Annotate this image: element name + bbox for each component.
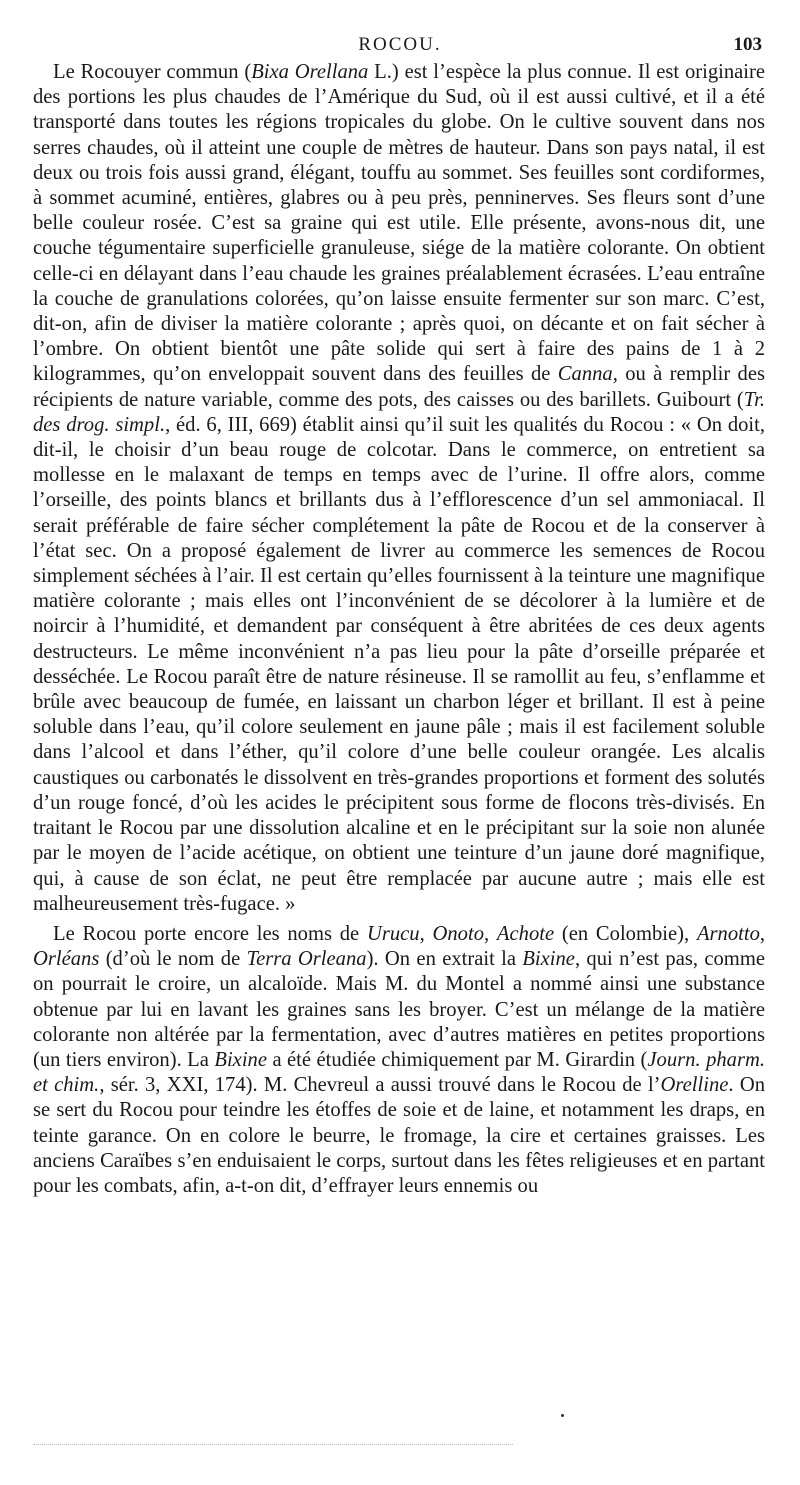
body-text [33,60,765,1199]
text-run: Le Rocouyer commun ( [53,61,252,83]
text-run: L.) est l’espèce la plus connue. Il est originaire des portions les plus chaudes de l’Amérique du Sud, où il est aussi cultivé, et il a été transporté dans toutes les régions tropicales du globe. On le cultive souvent dans nos serres chaudes, où il atteint une couple de mètres de hauteur. Dans son pays natal, il est deux ou trois fois aussi grand, élégant, touffu au sommet. Ses feuilles sont cordiformes, à sommet acuminé, entières, glabres ou à peu près, penninerves. Ses fleurs sont d’une belle couleur rosée. C’est sa graine qui est utile. Elle présente, avons-nous dit, une couche tégumentaire superficielle granuleuse, siége de la matière colorante. On obtient celle-ci en délayant dans l’eau chaude les graines préalablement écrasées. L’eau entraîne la couche de granulations colorées, qu’on laisse ensuite fermenter sur son marc. C’est, dit-on, afin de diviser la matière colorante ; après quoi, on décante et on fait sécher à l’ombre. On obtient bientôt une pâte solide qui sert à faire des pains de 1 à 2 kilogrammes, qu’on enveloppait souvent dans des feuilles de [33,61,766,386]
text-run: , ou à remplir des récipients de nature variable, comme des pots, des caisses ou des barillets. Guibourt ( [33,363,766,411]
italic-term: Terra Orleana [246,948,367,971]
running-title: ROCOU. [358,34,442,55]
italic-term: Canna [557,363,613,386]
italic-term: Bixa Orellana [251,61,369,83]
text-run: a été étudiée chimiquement par M. Girardin ( [266,1048,648,1071]
text-run: , [419,922,433,945]
italic-term: Tr. des drog. simpl. [33,388,765,436]
text-run: (en Colombie), [554,922,697,945]
italic-term: Journ. pharm. et chim. [33,1048,765,1097]
text-run: , qui n’est pas, comme on pourrait le croire, un alcaloïde. Mais M. du Montel a nommé ainsi une substance obtenue par lui en lavant les graines sans les broyer. C’est un mélange de la matière colorante non altérée par la fermentation, avec d’autres matières en petites proportions (un tiers environ). La [33,948,765,1071]
italic-term: Onoto [432,922,484,945]
italic-term: Achote [496,922,555,945]
paragraph-bixa-orellana [33,60,765,917]
italic-term: Urucu [366,922,420,945]
page-number: 103 [733,34,762,55]
text-run: ). On en extrait la [366,948,523,971]
text-run: Le Rocou porte encore les noms de [53,922,367,945]
italic-term: Arnotto [696,922,760,945]
italic-term: Bixine [522,948,575,971]
italic-term: Orelline [660,1074,729,1097]
text-run: , [484,922,497,945]
text-run: , sér. 3, XXI, 174). M. Chevreul a aussi trouvé dans le Rocou de l’ [99,1074,661,1097]
running-head [0,32,800,58]
italic-term: Bixine [214,1048,267,1071]
text-run: (d’où le nom de [99,948,247,971]
text-run: . On se sert du Rocou pour teindre les étoffes de soie et de laine, et notamment les draps, en teinte garance. On en colore le beurre, le fromage, la cire et certaines graisses. Les anciens Caraïbes s’en enduisaient le corps, surtout dans les fêtes religieuses et en partant pour les combats, afin, a-t-on dit, d’effrayer leurs ennemis ou [33,1074,766,1197]
italic-term: Orléans [33,948,100,971]
text-run: , éd. 6, III, 669) établit ainsi qu’il suit les qualités du Rocou : « On doit, dit-il, le choisir d’un beau rouge de colcotar. Dans le commerce, on entretient sa mollesse en le malaxant de temps en temps avec de l’urine. Il offre alors, comme l’orseille, des points blancs et brillants dus à l’efflorescence d’un sel ammoniacal. Il serait préférable de faire sécher complétement la pâte de Rocou et de la conserver à l’état sec. On a proposé également de livrer au commerce les semences de Rocou simplement séchées à l’air. Il est certain qu’elles fournissent à la teinture une magnifique matière colorante ; mais elles ont l’inconvénient de se décolorer à la lumière et de noircir à l’humidité, et demandent par conséquent à être abritées de ces deux agents destructeurs. Le même inconvénient n’a pas lieu pour la pâte d’orseille préparée et desséchée. Le Rocou paraît être de nature résineuse. Il se ramollit au feu, s’enflamme et brûle avec beaucoup de fumée, en laissant un charbon léger et brillant. Il est à peine soluble dans l’eau, qu’il colore seulement en jaune pâle ; mais il est facilement soluble dans l’alcool et dans l’éther, qu’il colore d’une belle couleur orangée. Les alcalis caustiques ou carbonatés le dissolvent en très-grandes proportions et forment des solutés d’un rouge foncé, d’où les acides le précipitent sous forme de flocons très-divisés. En traitant le Rocou par une dissolution alcaline et en le précipitant sur la soie non alunée par le moyen de l’acide acétique, on obtient une teinture d’un jaune doré magnifique, qui, à cause de son éclat, ne peut être remplacée par aucune autre ; mais elle est malheureusement très-fugace. » [33,413,765,915]
footer-rule [33,1444,513,1445]
paragraph-rocou-names [33,922,765,1199]
print-speck [561,1414,564,1417]
text-run: , [759,922,766,945]
